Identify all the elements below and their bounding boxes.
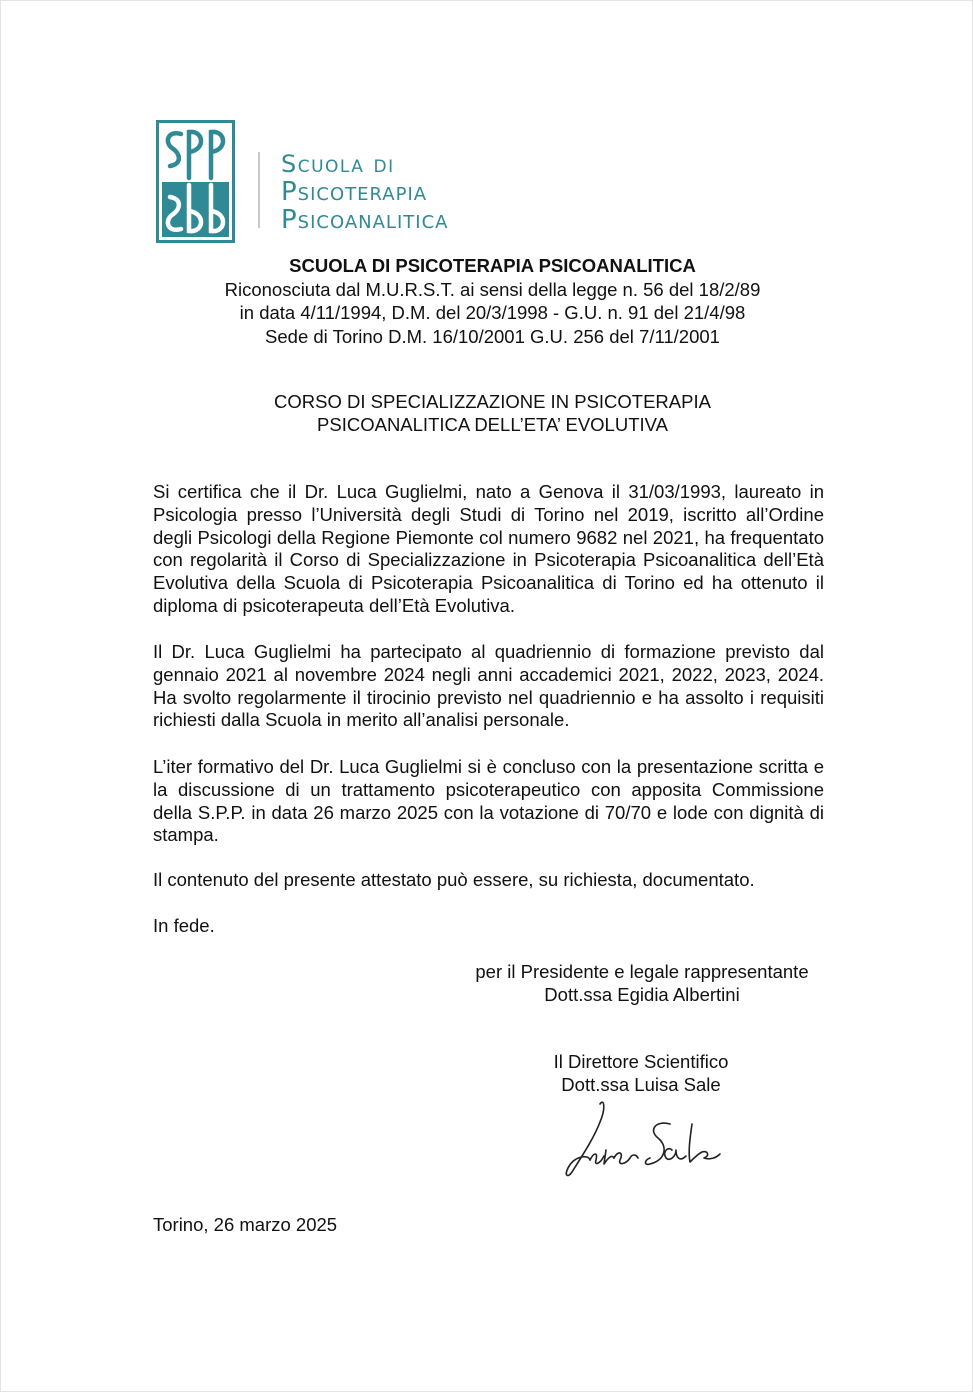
training-paragraph: Il Dr. Luca Guglielmi ha partecipato al quadriennio di formazione previsto dal gennaio 2021 al novembre 2024 negli anni accademici 2021, 2022, 2023, 2024. Ha svolto regolarmente il tirocinio previsto nel quadriennio e ha assolto i requisiti richiesti dalla Scuola in merito all’analisi personale. [153, 641, 824, 731]
handwritten-signature [560, 1094, 725, 1184]
exam-paragraph: L’iter formativo del Dr. Luca Guglielmi si è concluso con la presentazione scritta e la discussione di un trattamento psicoterapeutico con apposita Commissione della S.P.P. in data 26 marzo 2025 con la votazione di 70/70 e lode con dignità di stampa. [153, 756, 824, 846]
school-header [0, 254, 973, 348]
course-line: PSICOANALITICA DELL’ETA’ EVOLUTIVA [317, 413, 668, 435]
president-signature-block [462, 960, 822, 1006]
director-signature-block [521, 1050, 761, 1096]
logo-line: Scuola di [281, 150, 395, 178]
closing-line: In fede. [153, 915, 215, 936]
header-line: Riconosciuta dal M.U.R.S.T. ai sensi della legge n. 56 del 18/2/89 [224, 278, 761, 300]
course-line: CORSO DI SPECIALIZZAZIONE IN PSICOTERAPIA [274, 391, 711, 412]
spp-logo-icon [156, 120, 235, 243]
course-title [0, 391, 973, 436]
president-role: per il Presidente e legale rappresentante [475, 961, 809, 982]
place-and-date: Torino, 26 marzo 2025 [153, 1214, 338, 1235]
director-name: Dott.ssa Luisa Sale [561, 1074, 721, 1095]
certification-paragraph: Si certifica che il Dr. Luca Guglielmi, nato a Genova il 31/03/1993, laureato in Psicologia presso l’Università degli Studi di Torino nel 2019, iscritto all’Ordine degli Psicologi della Regione Piemonte col numero 9682 nel 2021, ha frequentato con regolarità il Corso di Specializzazione in Psicoterapia Psicoanalitica dell’Età Evolutiva della Scuola di Psicoterapia Psicoanalitica di Torino ed ha ottenuto il diploma di psicoterapeuta dell’Età Evolutiva. [153, 481, 824, 616]
school-title: SCUOLA DI PSICOTERAPIA PSICOANALITICA [289, 255, 696, 276]
logo-wordmark [281, 150, 448, 234]
president-name: Dott.ssa Egidia Albertini [544, 984, 740, 1005]
header-line: Sede di Torino D.M. 16/10/2001 G.U. 256 del 7/11/2001 [265, 325, 720, 347]
logo-line: Psicoterapia [281, 177, 428, 207]
logo-line: Psicoanalitica [281, 205, 449, 235]
header-line: in data 4/11/1994, D.M. del 20/3/1998 - G.U. n. 91 del 21/4/98 [239, 302, 746, 323]
documentation-paragraph: Il contenuto del presente attestato può essere, su richiesta, documentato. [153, 869, 755, 890]
director-role: Il Direttore Scientifico [553, 1051, 729, 1072]
logo-divider [258, 152, 260, 228]
